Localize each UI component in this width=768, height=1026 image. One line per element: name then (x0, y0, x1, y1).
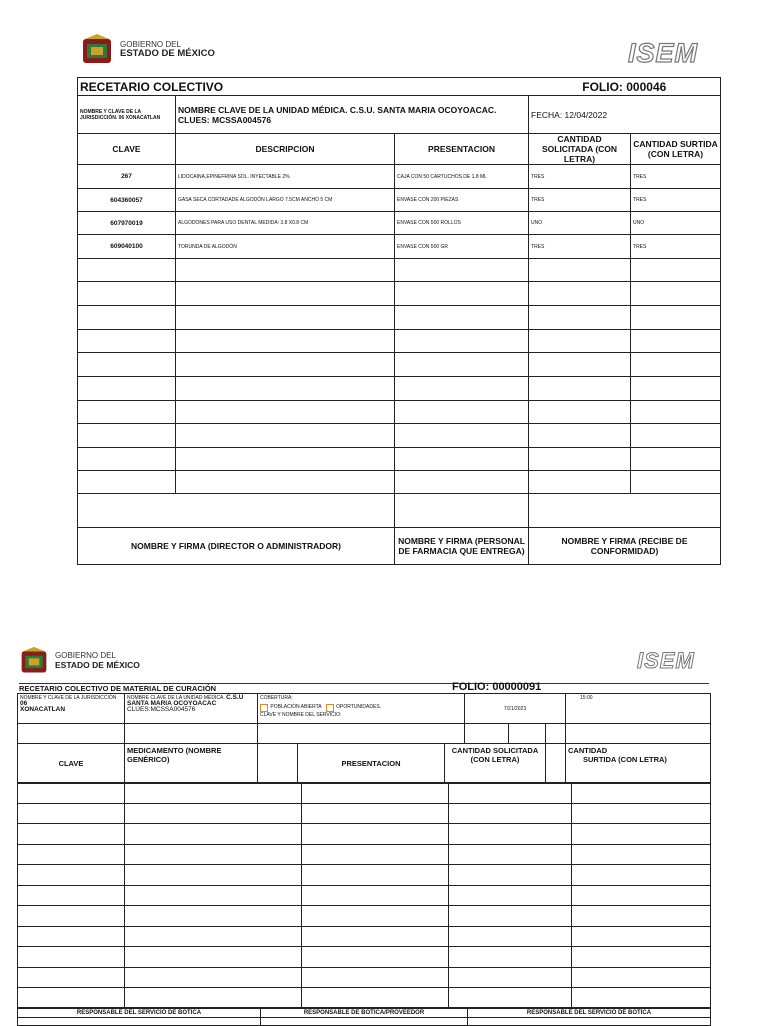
empty-row (18, 968, 711, 988)
jurisdiccion-field: NOMBRE Y CLAVE DE LA JURISDICCIÓN. 06 XONACATLAN (78, 96, 176, 134)
header-cantidad-solicitada: CANTIDAD SOLICITADA (CON LETRA) (529, 134, 631, 165)
cell-presentacion: ENVASE CON 200 PIEZAS (395, 189, 529, 212)
empty-row (18, 906, 711, 927)
signature-labels-row (78, 528, 721, 565)
cell-presentacion: ENVASE CON 500 GR (395, 235, 529, 259)
poblacion-checkbox[interactable] (260, 704, 268, 712)
cell-presentacion: CAJA CON 50 CARTUCHOS DE 1.8 ML (395, 165, 529, 189)
recetario-material-form (17, 693, 711, 783)
state-seal-icon (19, 646, 49, 676)
cobertura-cell (258, 694, 465, 724)
cell-solicitada: TRES (529, 189, 631, 212)
jurisdiccion-cell (18, 694, 125, 724)
clues: CLUES:MCSSA004576 (127, 706, 196, 713)
firma-recibe-label: NOMBRE Y FIRMA (RECIBE DE CONFORMIDAD) (529, 528, 721, 565)
surtida-line1: CANTIDAD (568, 746, 608, 755)
cell-descripcion: GASA SECA CORTADADE ALGODÓN LARGO 7.5CM ANCHO 5 CM (176, 189, 395, 212)
form2-body (17, 783, 711, 1009)
poblacion-label: POBLACION ABIERTA (270, 704, 322, 710)
cell-clave: 609040100 (78, 235, 176, 259)
gobierno-logo (80, 33, 215, 67)
header-cantidad-surtida: CANTIDAD SURTIDA (CON LETRA) (631, 134, 721, 165)
cell-surtida: TRES (631, 235, 721, 259)
oportunidades-checkbox[interactable] (326, 704, 334, 712)
gobierno-logo-2 (19, 646, 140, 676)
surtida-line2: SURTIDA (CON LETRA) (583, 755, 667, 764)
signature-space-row (18, 1018, 711, 1026)
firma-director-label: NOMBRE Y FIRMA (DIRECTOR O ADMINISTRADOR) (78, 528, 395, 565)
hora: 15:00 (566, 694, 711, 724)
empty-row (78, 424, 721, 448)
signature-space-row (78, 494, 721, 528)
empty-row (18, 947, 711, 968)
empty-row (78, 259, 721, 282)
cell-clave: 604360057 (78, 189, 176, 212)
cell-descripcion: LIDOCAINA,EPINEFRINA SOL. INYECTABLE 2% (176, 165, 395, 189)
header-cantidad-solicitada-2: CANTIDAD SOLICITADA (CON LETRA) (445, 744, 546, 783)
header-cantidad-surtida-2 (566, 744, 711, 783)
empty-row (18, 865, 711, 886)
cell-surtida: UNO (631, 212, 721, 235)
isem-logo-text: ISEM (637, 648, 695, 672)
jurisdiccion-number: 06 (20, 700, 28, 707)
empty-row (18, 804, 711, 824)
empty-row (18, 784, 711, 804)
header-presentacion: PRESENTACION (395, 134, 529, 165)
header-medicamento: MEDICAMENTO (NOMBRE GENÉRICO) (125, 744, 258, 783)
unidad-cell (125, 694, 258, 724)
table-row (78, 165, 721, 189)
oportunidades-label: OPORTUNIDADES. (336, 704, 382, 710)
unidad-name: C.S.U SANTA MARIA OCOYOACAC (127, 694, 244, 707)
empty-row (18, 824, 711, 845)
empty-row (78, 330, 721, 353)
firma-farmacia-label: NOMBRE Y FIRMA (PERSONAL DE FARMACIA QUE ENTREGA) (395, 528, 529, 565)
header-presentacion-2: PRESENTACION (298, 744, 445, 783)
form-title: RECETARIO COLECTIVO (78, 78, 529, 96)
folio: FOLIO: 000046 (529, 78, 721, 96)
cell-descripcion: TORUNDA DE ALGODÓN (176, 235, 395, 259)
isem-logo-2 (634, 648, 710, 672)
table-row (78, 212, 721, 235)
empty-row (78, 471, 721, 494)
folio-2: FOLIO: 00000091 (452, 681, 542, 693)
empty-row (18, 927, 711, 947)
table-row (78, 189, 721, 212)
isem-logo-text: ISEM (628, 38, 699, 68)
cell-surtida: TRES (631, 165, 721, 189)
empty-row (78, 282, 721, 306)
cell-solicitada: TRES (529, 235, 631, 259)
fecha-field: FECHA: 12/04/2022 (529, 96, 721, 134)
empty-row (78, 448, 721, 471)
cell-descripcion: ALGODONES PARA USO DENTAL MEDIDA: 3.8 X0.8 CM (176, 212, 395, 235)
cell-surtida: TRES (631, 189, 721, 212)
empty-row (78, 306, 721, 330)
unidad-medica-field: NOMBRE CLAVE DE LA UNIDAD MÉDICA. C.S.U. SANTA MARIA OCOYOACAC. CLUES: MCSSA004576 (176, 96, 529, 134)
recetario-colectivo-form (77, 77, 721, 565)
form2-signatures (17, 1007, 711, 1026)
form2-title: RECETARIO COLECTIVO DE MATERIAL DE CURACIÓN (19, 684, 217, 693)
firma-botica-2: RESPONSABLE DEL SERVICIO DE BOTICA (468, 1008, 711, 1018)
servicio-row (18, 724, 711, 744)
empty-row (78, 377, 721, 401)
empty-row (18, 845, 711, 865)
header-clave: CLAVE (78, 134, 176, 165)
jurisdiccion-name: XONACATLAN (20, 706, 66, 713)
isem-logo (624, 38, 716, 68)
unidad-label: NOMBRE CLAVE DE LA UNIDAD MÉDICA. (127, 695, 225, 701)
cell-presentacion: ENVASE CON 500 ROLLOS (395, 212, 529, 235)
cell-solicitada: UNO (529, 212, 631, 235)
empty-row (18, 886, 711, 906)
cell-clave: 607970019 (78, 212, 176, 235)
cobertura-label: COBERTURA: (260, 695, 293, 701)
logo-line2: ESTADO DE MÉXICO (55, 659, 140, 670)
header-descripcion: DESCRIPCION (176, 134, 395, 165)
logo-line1: GOBIERNO DEL (120, 39, 181, 49)
empty-row (18, 988, 711, 1009)
logo-line2: ESTADO DE MÉXICO (120, 48, 215, 60)
servicio-label: CLAVE Y NOMBRE DEL SERVICIO: (260, 712, 342, 718)
table-row (78, 235, 721, 259)
header-clave-2: CLAVE (18, 744, 125, 783)
logo-line1: GOBIERNO DEL (55, 651, 116, 661)
firma-botica-1: RESPONSABLE DEL SERVICIO DE BOTICA (18, 1008, 261, 1018)
empty-row (78, 353, 721, 377)
fecha-2: 7/21/2023 (465, 694, 566, 724)
cell-clave: 267 (78, 165, 176, 189)
empty-row (78, 401, 721, 424)
firma-proveedor: RESPONSABLE DE BOTICA/PROVEEDOR (261, 1008, 468, 1018)
state-seal-icon (80, 33, 114, 67)
jurisdiccion-label: NOMBRE Y CLAVE DE LA JURISDICCIÓN (20, 695, 117, 701)
cell-solicitada: TRES (529, 165, 631, 189)
